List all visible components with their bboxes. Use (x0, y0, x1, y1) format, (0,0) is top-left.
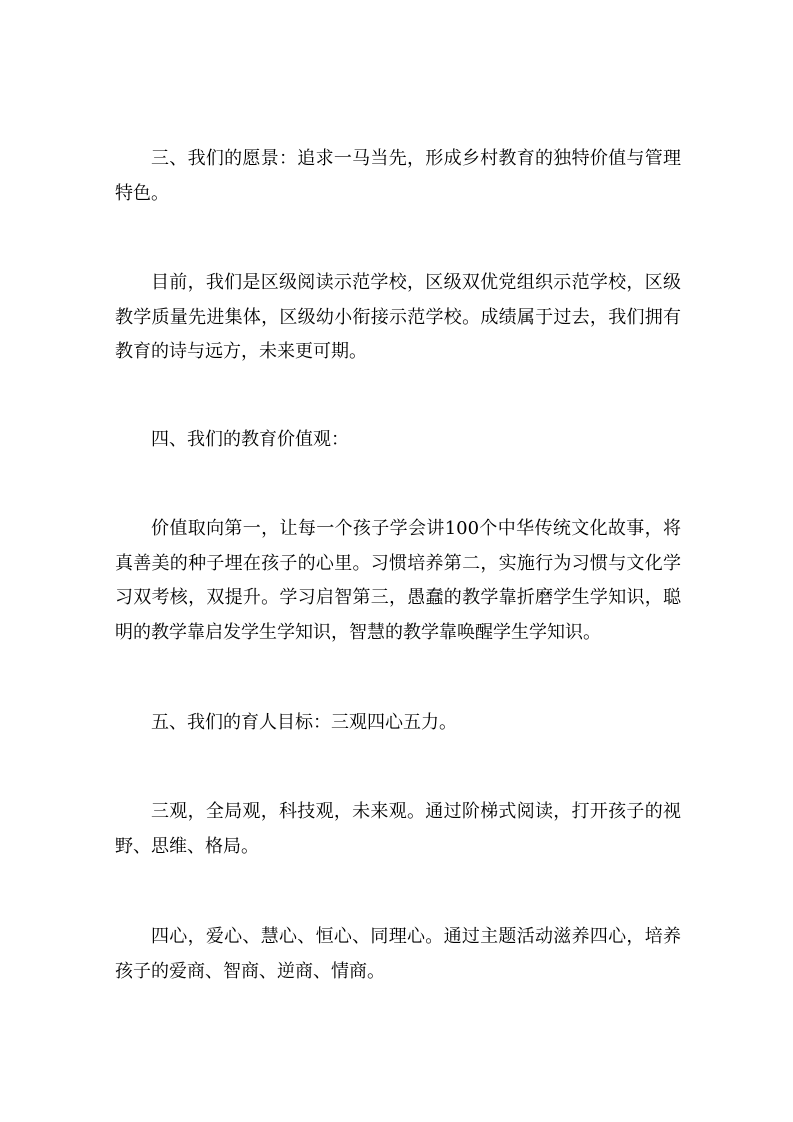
paragraph-three-views: 三观，全局观，科技观，未来观。通过阶梯式阅读，打开孩子的视野、思维、格局。 (115, 801, 681, 857)
section-heading-values: 四、我们的教育价值观： (151, 429, 349, 450)
paragraph-four-hearts: 四心，爱心、慧心、恒心、同理心。通过主题活动滋养四心，培养孩子的爱商、智商、逆商、情商。 (115, 926, 681, 982)
section-heading-vision: 三、我们的愿景：追求一马当先，形成乡村教育的独特价值与管理特色。 (115, 148, 681, 204)
paragraph-achievements: 目前，我们是区级阅读示范学校，区级双优党组织示范学校，区级教学质量先进集体，区级幼小衔接示范学校。成绩属于过去，我们拥有教育的诗与远方，未来更可期。 (115, 272, 681, 362)
section-heading-goals: 五、我们的育人目标：三观四心五力。 (151, 712, 457, 733)
paragraph-values: 价值取向第一，让每一个孩子学会讲100个中华传统文化故事，将真善美的种子埋在孩子的心里。习惯培养第二，实施行为习惯与文化学习双考核，双提升。学习启智第三，愚蠢的教学靠折磨学生学知识，聪明的教学靠启发学生学知识，智慧的教学靠唤醒学生学知识。 (115, 518, 681, 643)
